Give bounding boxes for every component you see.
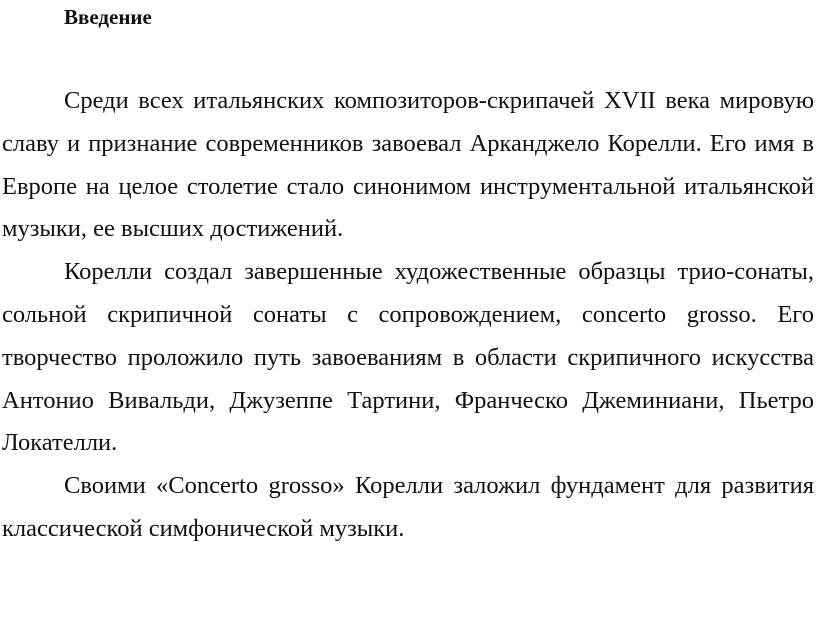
page-title: Введение [64,5,152,29]
paragraph-concerto-grosso: Своими «Concerto grosso» Корелли заложил фундамент для развития классической симфонической музыки. [2,472,814,542]
paragraph-works: Корелли создал завершенные художественные образцы трио-сонаты, сольной скрипичной сонаты с сопровождением, concerto grosso. Его творчество проложило путь завоеваниям в области скрипичного искусства Антонио Вивальди, Джузеппе Тартини, Франческо Джеминиани, Пьетро Локателли. [2,258,814,457]
document-body [2,80,814,551]
paragraph-intro: Среди всех итальянских композиторов-скрипачей XVII века мировую славу и признание современников завоевал Арканджело Корелли. Его имя в Европе на целое столетие стало синонимом инструментальной итальянской музыки, ее высших достижений. [2,87,814,243]
